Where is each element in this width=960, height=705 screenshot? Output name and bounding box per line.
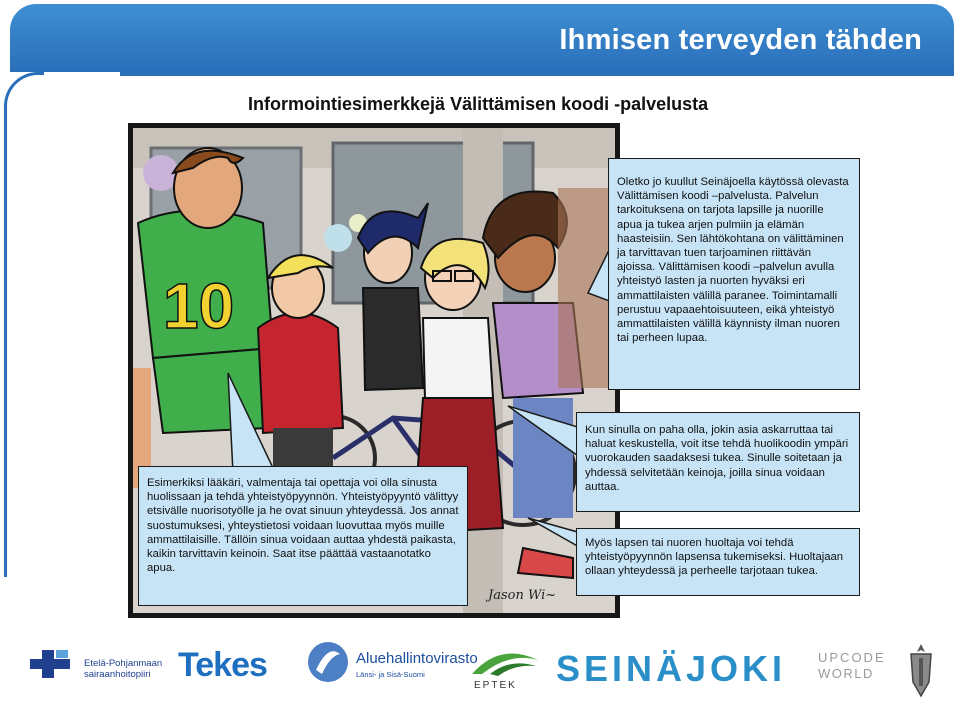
logo-crest bbox=[906, 642, 936, 703]
cross-logo-icon bbox=[28, 648, 80, 680]
upcode-line1: UPCODE bbox=[818, 650, 886, 665]
jersey-number: 10 bbox=[163, 270, 235, 342]
ep-line1: Etelä-Pohjanmaan bbox=[84, 658, 163, 669]
partner-logos bbox=[0, 636, 960, 700]
logo-eptek bbox=[470, 646, 540, 691]
speech-bubble-intro: Oletko jo kuullut Seinäjoella käytössä olevasta Välittämisen koodi –palvelusta. Palvelun tarkoituksena on tarjota lapsille ja nuorille apua ja tukea arjen pulmiin ja elämän haasteisiin. Sen lähtökohtana on välittäminen ja tarvittavan tuen tarjoaminen riittävän ajoissa. Välittämisen koodi –palvelun avulla yhteistyö lasten ja nuorten hyväksi eri ammattilaisten välillä paranee. Toimintamalli perustuu vapaaehtoisuuteen, eikä yhteistyö ammattilaisten välillä käynnisty ilman nuoren tai perheen lupaa. bbox=[608, 158, 860, 390]
crest-icon bbox=[906, 642, 936, 698]
eptek-swoosh-icon bbox=[470, 646, 540, 678]
header-title: Ihmisen terveyden tähden bbox=[559, 24, 922, 56]
speech-bubble-professionals: Esimerkiksi lääkäri, valmentaja tai opettaja voi olla sinusta huolissaan ja tehdä yhteistyöpyynnön. Yhteistyöpyyntö välittyy etsivälle nuorisotyölle ja he ovat sinuun yhteydessä. Jos annat suostumuksesi, yhteystietosi voidaan luovuttaa myös muille ammattilaisille. Tällöin sinua voidaan auttaa yhdestä paikasta, kaikin tarvittavin keinoin. Saat itse päättää vastaanotatko apua. bbox=[138, 466, 468, 606]
logo-etela-pohjanmaa bbox=[28, 648, 163, 685]
artist-signature: Jason Wi~ bbox=[488, 588, 557, 603]
speech-bubble-self-help: Kun sinulla on paha olla, jokin asia askarruttaa tai haluat keskustella, voit itse tehdä huolikoodin ympäri vuorokauden saadaksesi tukea. Sinulle soitetaan ja yhdessä selvitetään keinoja, joilla sinua voidaan auttaa. bbox=[576, 412, 860, 512]
logo-upcode-world bbox=[818, 650, 886, 682]
avi-name: Aluehallintovirasto bbox=[356, 650, 478, 667]
upcode-line2: WORLD bbox=[818, 666, 874, 681]
eptek-name: EPTEK bbox=[474, 680, 517, 691]
header-bar bbox=[10, 4, 954, 72]
speech-bubble-guardian: Myös lapsen tai nuoren huoltaja voi tehdä yhteistyöpyynnön lapsensa tukemiseksi. Huoltajaan ollaan yhteydessä ja perheelle tarjotaan tukea. bbox=[576, 528, 860, 596]
logo-tekes: Tekes bbox=[178, 646, 267, 684]
logo-seinajoki: SEINÄJOKI bbox=[556, 648, 787, 689]
slide-frame-curve bbox=[4, 72, 44, 577]
ep-line2: sairaanhoitopiiri bbox=[84, 669, 151, 680]
ep-name bbox=[84, 658, 162, 680]
logo-aluehallintovirasto bbox=[306, 640, 478, 689]
avi-subtitle: Länsi- ja Sisä-Suomi bbox=[356, 670, 425, 679]
avi-emblem-icon bbox=[306, 640, 350, 684]
slide-title: Informointiesimerkkejä Välittämisen koodi -palvelusta bbox=[248, 94, 709, 114]
header-underline bbox=[120, 72, 954, 76]
